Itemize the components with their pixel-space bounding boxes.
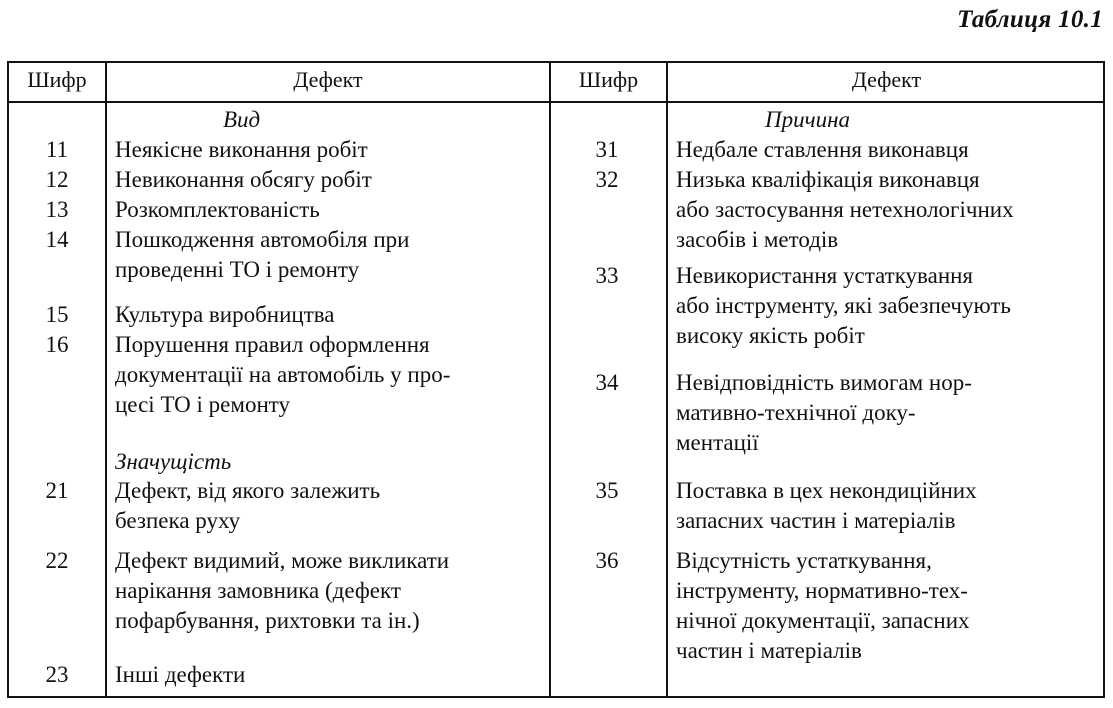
row-text: безпека руху (115, 508, 241, 533)
column-divider-2 (549, 63, 551, 696)
row-text: Невикористання устаткування (676, 263, 974, 288)
row-code: 21 (45, 478, 69, 503)
row-code: 22 (45, 548, 69, 573)
row-text: Дефект, від якого залежить (115, 478, 381, 503)
section-title-kind: Вид (223, 107, 261, 132)
row-text: запасних частин і матеріалів (676, 508, 956, 533)
column-divider-3 (666, 63, 668, 696)
row-text: Порушення правил оформлення (115, 332, 430, 357)
row-text: Культура виробництва (115, 302, 335, 327)
row-text: високу якість робіт (676, 323, 865, 348)
row-code: 11 (45, 137, 69, 162)
row-code: 13 (45, 197, 69, 222)
row-text: проведенні ТО і ремонту (115, 257, 360, 282)
header-divider (9, 101, 1103, 103)
row-text: або інструменту, які забезпечують (676, 293, 1011, 318)
row-text: Дефект видимий, може викликати (115, 548, 450, 573)
row-text: Відсутність устаткування, (676, 548, 932, 573)
row-text: пофарбування, рихтовки та ін.) (115, 608, 420, 633)
section-title-significance: Значущість (115, 449, 232, 474)
row-text: цесі ТО і ремонту (115, 392, 291, 417)
row-text: ментації (676, 430, 759, 455)
row-code: 14 (45, 227, 69, 252)
row-text: Невідповідність вимогам нор- (676, 370, 972, 395)
header-code-right: Шифр (578, 67, 639, 92)
row-text: документації на автомобіль у про- (115, 362, 451, 387)
defects-table (7, 61, 1105, 698)
row-text: Неякісне виконання робіт (115, 137, 368, 162)
row-text: нарікання замовника (дефект (115, 578, 401, 603)
table-caption: Таблиця 10.1 (957, 6, 1103, 33)
row-text: мативно-технічної доку- (676, 400, 916, 425)
row-code: 12 (45, 167, 69, 192)
row-text: Інші дефекти (115, 662, 246, 687)
header-defect-right: Дефект (851, 67, 922, 92)
row-code: 33 (595, 263, 619, 288)
section-title-cause: Причина (765, 107, 850, 132)
row-text: Пошкодження автомобіля при (115, 227, 410, 252)
row-code: 15 (45, 302, 69, 327)
row-text: частин і матеріалів (676, 638, 862, 663)
row-code: 23 (45, 662, 69, 687)
row-text: інструменту, нормативно-тех- (676, 578, 968, 603)
row-text: Невиконання обсягу робіт (115, 167, 372, 192)
row-code: 16 (45, 332, 69, 357)
row-text: Розкомплектованість (115, 197, 320, 222)
row-text: засобів і методів (676, 227, 839, 252)
row-text: Поставка в цех некондиційних (676, 478, 977, 503)
row-code: 32 (595, 167, 619, 192)
row-code: 31 (595, 137, 619, 162)
row-code: 35 (595, 478, 619, 503)
column-divider-1 (105, 63, 107, 696)
row-text: Низька кваліфікація виконавця (676, 167, 980, 192)
row-text: або застосування нетехнологічних (676, 197, 1014, 222)
row-text: нічної документації, запасних (676, 608, 970, 633)
header-defect-left: Дефект (293, 67, 363, 92)
row-text: Недбале ставлення виконавця (676, 137, 969, 162)
row-code: 36 (595, 548, 619, 573)
header-code-left: Шифр (27, 67, 87, 92)
row-code: 34 (595, 370, 619, 395)
